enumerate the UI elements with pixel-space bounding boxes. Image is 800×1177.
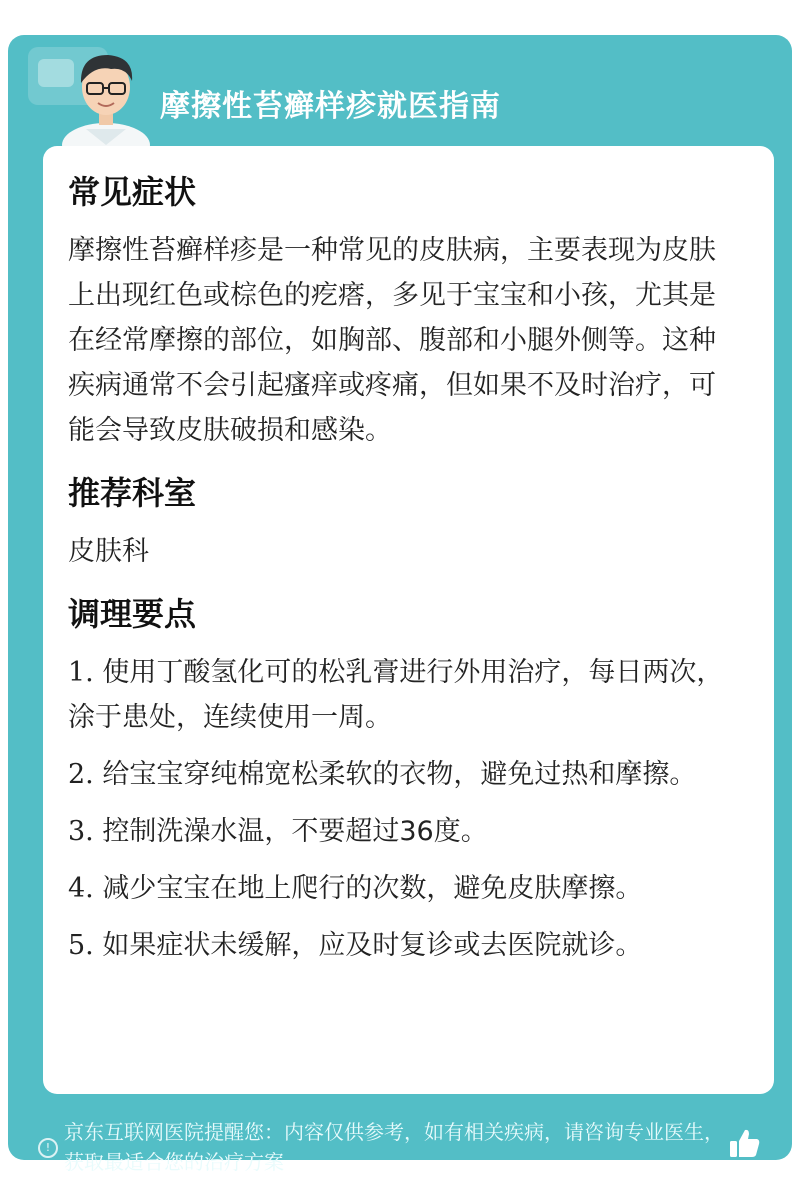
department-heading: 推荐科室: [68, 474, 197, 512]
footer: [8, 1075, 792, 1174]
symptoms-text: 摩擦性苔癣样疹是一种常见的皮肤病，主要表现为皮肤上出现红色或棕色的疙瘩，多见于宝宝和小孩，尤其是在经常摩擦的部位，如胸部、腹部和小腿外侧等。这种疾病通常不会引起瘙痒或疼痛，但如果不及时治疗，可能会导致皮肤破损和感染。: [68, 235, 716, 446]
list-item: 4. 减少宝宝在地上爬行的次数，避免皮肤摩擦。: [68, 873, 643, 904]
thumbs-up-icon[interactable]: [728, 1127, 762, 1161]
symptoms-heading: 常见症状: [68, 173, 197, 211]
list-item: 5. 如果症状未缓解，应及时复诊或去医院就诊。: [68, 930, 643, 961]
info-icon: !: [38, 1138, 58, 1158]
list-item: 2. 给宝宝穿纯棉宽松柔软的衣物，避免过热和摩擦。: [68, 759, 697, 790]
page-title: 摩擦性苔癣样疹就医指南: [160, 89, 501, 124]
guide-panel: [8, 35, 792, 1174]
doctor-avatar-icon: [56, 45, 156, 149]
list-item: 3. 控制洗澡水温，不要超过36度。: [68, 816, 488, 847]
care-heading: 调理要点: [68, 595, 197, 633]
department-text: 皮肤科: [68, 536, 149, 567]
footer-disclaimer: 京东互联网医院提醒您：内容仅供参考，如有相关疾病，请咨询专业医生，获取最适合您的治疗方案: [64, 1120, 724, 1174]
care-list: [68, 650, 738, 968]
list-item: 1. 使用丁酸氢化可的松乳膏进行外用治疗，每日两次，涂于患处，连续使用一周。: [68, 657, 724, 733]
content-card: [43, 146, 774, 1094]
